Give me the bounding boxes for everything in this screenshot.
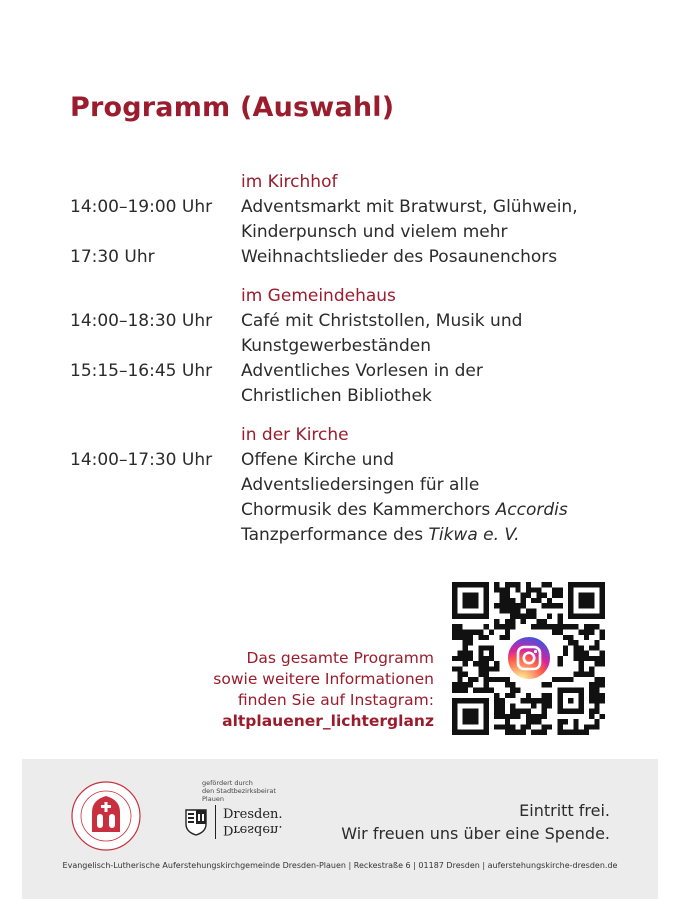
church-seal-icon (70, 780, 142, 852)
event-line: Offene Kirche und (241, 450, 394, 470)
event-description (241, 359, 650, 409)
event-text: Chormusik des Kammerchors (241, 500, 496, 520)
program-row (70, 359, 650, 409)
program-row (70, 523, 650, 548)
event-line: Kinderpunsch und vielem mehr (241, 222, 508, 242)
instagram-info-line: Das gesamte Programm (246, 649, 434, 667)
program-row (70, 448, 650, 498)
section-heading: im Gemeindehaus (241, 286, 396, 306)
program-list (70, 170, 650, 562)
instagram-info-line: sowie weitere Informationen (213, 670, 434, 688)
sponsor-note (202, 779, 322, 803)
sponsor-line: gefördert durch (202, 779, 253, 787)
event-line (241, 498, 650, 523)
entry-note (341, 799, 610, 845)
dresden-coat-of-arms-icon (184, 808, 208, 836)
program-row (70, 245, 650, 270)
event-line: Adventliches Vorlesen in der (241, 361, 483, 381)
event-description (241, 448, 650, 498)
program-section-gemeindehaus (70, 284, 650, 409)
event-time: 14:00–18:30 Uhr (70, 311, 213, 331)
event-description (241, 309, 650, 359)
event-line: Kunstgewerbeständen (241, 336, 431, 356)
event-time: 17:30 Uhr (70, 247, 155, 267)
event-line: Adventsliedersingen für alle (241, 475, 480, 495)
instagram-icon[interactable] (505, 634, 553, 682)
event-line: Café mit Christstollen, Musik und (241, 311, 523, 331)
event-line: Weihnachtslieder des Posaunenchors (241, 247, 558, 267)
program-row (70, 498, 650, 523)
event-time (70, 523, 241, 548)
event-description (241, 523, 650, 548)
instagram-handle-link[interactable]: altplauener_lichterglanz (222, 712, 434, 730)
event-time: 14:00–19:00 Uhr (70, 197, 213, 217)
event-time: 15:15–16:45 Uhr (70, 361, 213, 381)
program-row (70, 195, 650, 245)
event-time: 14:00–17:30 Uhr (70, 450, 213, 470)
ensemble-name: Tikwa e. V. (428, 525, 520, 545)
section-heading: in der Kirche (241, 425, 349, 445)
event-line (241, 523, 650, 548)
entry-free: Eintritt frei. (519, 801, 610, 820)
program-section-kirche (70, 423, 650, 548)
event-text: Tanzperformance des (241, 525, 429, 545)
donation-note: Wir freuen uns über eine Spende. (341, 824, 610, 843)
page-title: Programm (Auswahl) (70, 92, 395, 123)
dresden-word: Dresden. (223, 807, 283, 822)
dresden-wordmark (223, 808, 283, 836)
event-description (241, 498, 650, 523)
event-line: Adventsmarkt mit Bratwurst, Glühwein, (241, 197, 578, 217)
instagram-info (213, 648, 434, 732)
event-description (241, 245, 650, 270)
sponsor-line: den Stadtbezirksbeirat (202, 787, 276, 795)
event-description (241, 195, 650, 245)
dresden-logo (184, 805, 283, 839)
event-time (70, 498, 241, 523)
logo-divider (215, 805, 216, 839)
address-line: Evangelisch-Lutherische Auferstehungskirchgemeinde Dresden-Plauen | Reckestraße 6 | 01187 Dresden | auferstehungskirche-dresden.de (62, 861, 618, 870)
section-heading: im Kirchhof (241, 172, 338, 192)
program-row (70, 309, 650, 359)
event-line: Christlichen Bibliothek (241, 386, 432, 406)
dresden-word-mirror: Dresden. (223, 822, 283, 837)
footer (22, 759, 658, 899)
ensemble-name: Accordis (495, 500, 568, 520)
instagram-info-line: finden Sie auf Instagram: (237, 691, 434, 709)
sponsor-line: Plauen (202, 795, 224, 803)
program-section-kirchhof (70, 170, 650, 270)
